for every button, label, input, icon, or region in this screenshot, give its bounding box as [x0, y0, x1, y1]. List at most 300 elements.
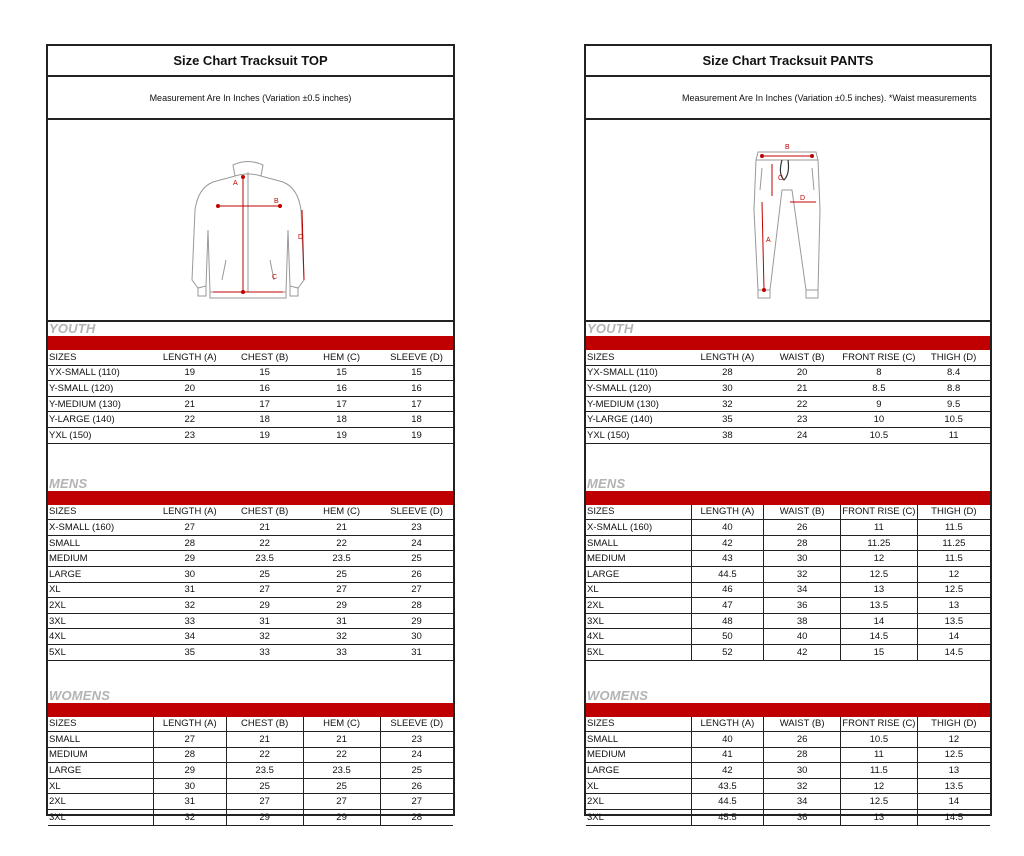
- measurement-cell: 44.5: [691, 794, 764, 810]
- measurement-cell: 32: [226, 629, 303, 645]
- measurement-cell: 30: [691, 381, 764, 397]
- measurement-cell: 25: [226, 778, 303, 794]
- column-header: LENGTH (A): [153, 505, 226, 520]
- measurement-cell: 17: [303, 396, 380, 412]
- measurement-cell: 36: [764, 810, 841, 826]
- measurement-cell: 31: [380, 644, 453, 660]
- size-cell: X-SMALL (160): [586, 520, 691, 536]
- measurement-cell: 20: [764, 365, 841, 381]
- measurement-cell: 29: [303, 598, 380, 614]
- measurement-cell: 17: [226, 396, 303, 412]
- measurement-cell: 25: [303, 778, 380, 794]
- measurement-cell: 34: [764, 794, 841, 810]
- measurement-cell: 33: [303, 644, 380, 660]
- top-mens-red-bar: [48, 491, 453, 505]
- measurement-cell: 29: [303, 810, 380, 826]
- top-chart-title: Size Chart Tracksuit TOP: [48, 46, 453, 77]
- top-mens-table: [48, 505, 453, 661]
- top-womens-table: [48, 717, 453, 826]
- table-row: [586, 778, 990, 794]
- measurement-cell: 44.5: [691, 566, 764, 582]
- measurement-cell: 12: [841, 551, 918, 567]
- table-row: [48, 381, 453, 397]
- top-womens-red-bar: [48, 703, 453, 717]
- table-header-row: [48, 717, 453, 732]
- pants-youth-label: YOUTH: [587, 321, 634, 336]
- measurement-cell: 24: [380, 747, 453, 763]
- column-header: CHEST (B): [226, 350, 303, 365]
- size-cell: XL: [48, 778, 153, 794]
- table-row: [586, 794, 990, 810]
- tracksuit-top-size-chart: [46, 44, 455, 823]
- table-row: [586, 763, 990, 779]
- measurement-cell: 45.5: [691, 810, 764, 826]
- table-row: [586, 381, 990, 397]
- measurement-cell: 9: [841, 396, 918, 412]
- column-header: SIZES: [48, 350, 153, 365]
- table-row: [48, 747, 453, 763]
- size-cell: YXL (150): [48, 427, 153, 443]
- measurement-cell: 22: [764, 396, 841, 412]
- pants-youth-table: [586, 350, 990, 444]
- table-row: [586, 520, 990, 536]
- table-row: [586, 629, 990, 645]
- measurement-cell: 13: [841, 582, 918, 598]
- measurement-cell: 24: [764, 427, 841, 443]
- top-womens-label: WOMENS: [49, 687, 111, 703]
- measurement-cell: 19: [380, 427, 453, 443]
- measurement-cell: 13.5: [917, 613, 990, 629]
- measurement-cell: 13.5: [841, 598, 918, 614]
- measurement-cell: 32: [303, 629, 380, 645]
- table-row: [48, 778, 453, 794]
- measurement-cell: 27: [226, 582, 303, 598]
- table-row: [48, 520, 453, 536]
- measurement-cell: 43.5: [691, 778, 764, 794]
- measurement-cell: 36: [764, 598, 841, 614]
- measurement-cell: 28: [153, 535, 226, 551]
- table-row: [48, 396, 453, 412]
- measurement-cell: 42: [764, 644, 841, 660]
- column-header: WAIST (B): [764, 350, 841, 365]
- table-header-row: [586, 350, 990, 365]
- measurement-cell: 30: [153, 778, 226, 794]
- size-cell: 4XL: [586, 629, 691, 645]
- table-row: [48, 794, 453, 810]
- pants-diagram: [586, 120, 990, 322]
- measurement-cell: 27: [380, 582, 453, 598]
- measurement-cell: 42: [691, 763, 764, 779]
- top-youth-red-bar: [48, 336, 453, 350]
- top-mens-label: MENS: [49, 475, 88, 491]
- measurement-cell: 15: [380, 365, 453, 381]
- column-header: SIZES: [586, 350, 691, 365]
- measurement-cell: 14.5: [917, 644, 990, 660]
- column-header: LENGTH (A): [153, 350, 226, 365]
- column-header: THIGH (D): [917, 717, 990, 732]
- table-row: [586, 365, 990, 381]
- measurement-cell: 14: [841, 613, 918, 629]
- measurement-cell: 19: [226, 427, 303, 443]
- measurement-cell: 32: [153, 598, 226, 614]
- measurement-cell: 8.4: [917, 365, 990, 381]
- column-header: SIZES: [586, 717, 691, 732]
- measurement-cell: 40: [691, 732, 764, 748]
- size-cell: YX-SMALL (110): [48, 365, 153, 381]
- measurement-cell: 26: [764, 520, 841, 536]
- measurement-cell: 29: [226, 598, 303, 614]
- measurement-cell: 35: [691, 412, 764, 428]
- size-cell: LARGE: [48, 566, 153, 582]
- measurement-cell: 25: [303, 566, 380, 582]
- table-header-row: [586, 717, 990, 732]
- pants-youth-red-bar: [586, 336, 990, 350]
- measurement-cell: 29: [226, 810, 303, 826]
- measurement-cell: 12: [917, 732, 990, 748]
- column-header: HEM (C): [303, 717, 380, 732]
- size-cell: Y-MEDIUM (130): [586, 396, 691, 412]
- size-cell: MEDIUM: [586, 551, 691, 567]
- measurement-cell: 47: [691, 598, 764, 614]
- measurement-cell: 35: [153, 644, 226, 660]
- measurement-cell: 29: [153, 763, 226, 779]
- measurement-cell: 27: [303, 794, 380, 810]
- size-cell: 3XL: [586, 613, 691, 629]
- measurement-cell: 13.5: [917, 778, 990, 794]
- measurement-cell: 15: [841, 644, 918, 660]
- measurement-cell: 23.5: [226, 551, 303, 567]
- measurement-cell: 11: [841, 747, 918, 763]
- size-cell: XL: [586, 582, 691, 598]
- measurement-cell: 29: [380, 613, 453, 629]
- measurement-cell: 30: [153, 566, 226, 582]
- table-row: [48, 535, 453, 551]
- column-header: SLEEVE (D): [380, 350, 453, 365]
- measurement-cell: 23.5: [226, 763, 303, 779]
- table-row: [586, 644, 990, 660]
- size-cell: XL: [586, 778, 691, 794]
- column-header: THIGH (D): [917, 505, 990, 520]
- column-header: SIZES: [48, 717, 153, 732]
- table-header-row: [48, 350, 453, 365]
- column-header: LENGTH (A): [691, 505, 764, 520]
- measurement-cell: 10.5: [841, 732, 918, 748]
- measurement-cell: 11: [841, 520, 918, 536]
- measurement-cell: 34: [764, 582, 841, 598]
- size-cell: LARGE: [586, 566, 691, 582]
- table-row: [48, 629, 453, 645]
- table-row: [48, 365, 453, 381]
- table-row: [586, 566, 990, 582]
- measurement-cell: 31: [153, 794, 226, 810]
- size-cell: SMALL: [48, 732, 153, 748]
- size-cell: SMALL: [586, 535, 691, 551]
- measurement-cell: 12.5: [841, 566, 918, 582]
- measurement-cell: 28: [153, 747, 226, 763]
- measurement-cell: 33: [153, 613, 226, 629]
- measurement-cell: 28: [380, 810, 453, 826]
- measurement-cell: 25: [226, 566, 303, 582]
- measurement-cell: 42: [691, 535, 764, 551]
- size-cell: SMALL: [586, 732, 691, 748]
- measurement-cell: 10.5: [841, 427, 918, 443]
- pants-label-a: A: [766, 237, 771, 244]
- pants-mens-red-bar: [586, 491, 990, 505]
- measurement-cell: 16: [226, 381, 303, 397]
- size-cell: LARGE: [48, 763, 153, 779]
- measurement-cell: 12: [917, 566, 990, 582]
- table-header-row: [48, 505, 453, 520]
- top-youth-table: [48, 350, 453, 444]
- size-cell: YX-SMALL (110): [586, 365, 691, 381]
- measurement-cell: 13: [917, 598, 990, 614]
- measurement-cell: 16: [380, 381, 453, 397]
- column-header: SLEEVE (D): [380, 717, 453, 732]
- measurement-cell: 46: [691, 582, 764, 598]
- table-row: [586, 732, 990, 748]
- measurement-cell: 29: [153, 551, 226, 567]
- measurement-cell: 26: [380, 778, 453, 794]
- table-row: [48, 763, 453, 779]
- size-cell: 2XL: [586, 598, 691, 614]
- size-cell: 3XL: [48, 810, 153, 826]
- measurement-cell: 43: [691, 551, 764, 567]
- measurement-cell: 32: [691, 396, 764, 412]
- measurement-cell: 14: [917, 629, 990, 645]
- pants-illustration: [586, 120, 990, 320]
- jacket-label-c: C: [272, 274, 278, 281]
- measurement-cell: 22: [303, 535, 380, 551]
- size-cell: XL: [48, 582, 153, 598]
- jacket-label-a: A: [233, 180, 238, 187]
- table-row: [48, 810, 453, 826]
- table-row: [48, 412, 453, 428]
- table-row: [586, 613, 990, 629]
- table-row: [586, 427, 990, 443]
- table-row: [586, 598, 990, 614]
- pants-chart-subtitle: Measurement Are In Inches (Variation ±0.5 inches). *Waist measurements: [586, 77, 990, 120]
- column-header: WAIST (B): [764, 505, 841, 520]
- size-cell: 2XL: [48, 794, 153, 810]
- measurement-cell: 14.5: [841, 629, 918, 645]
- column-header: THIGH (D): [917, 350, 990, 365]
- measurement-cell: 27: [153, 520, 226, 536]
- measurement-cell: 12: [841, 778, 918, 794]
- measurement-cell: 23.5: [303, 763, 380, 779]
- pants-mens-label: MENS: [587, 475, 626, 491]
- column-header: HEM (C): [303, 505, 380, 520]
- measurement-cell: 11: [917, 427, 990, 443]
- table-row: [586, 582, 990, 598]
- size-cell: SMALL: [48, 535, 153, 551]
- measurement-cell: 10: [841, 412, 918, 428]
- measurement-cell: 28: [691, 365, 764, 381]
- measurement-cell: 13: [841, 810, 918, 826]
- size-cell: LARGE: [586, 763, 691, 779]
- measurement-cell: 27: [303, 582, 380, 598]
- size-cell: Y-SMALL (120): [586, 381, 691, 397]
- table-row: [48, 566, 453, 582]
- measurement-cell: 52: [691, 644, 764, 660]
- measurement-cell: 28: [764, 535, 841, 551]
- jacket-diagram: [48, 120, 453, 322]
- size-cell: Y-SMALL (120): [48, 381, 153, 397]
- pants-label-c: C: [778, 175, 784, 182]
- column-header: HEM (C): [303, 350, 380, 365]
- size-cell: 3XL: [586, 810, 691, 826]
- measurement-cell: 18: [380, 412, 453, 428]
- measurement-cell: 32: [764, 778, 841, 794]
- top-chart-subtitle: Measurement Are In Inches (Variation ±0.5 inches): [48, 77, 453, 120]
- size-cell: 2XL: [48, 598, 153, 614]
- size-cell: 2XL: [586, 794, 691, 810]
- measurement-cell: 23: [764, 412, 841, 428]
- measurement-cell: 15: [303, 365, 380, 381]
- size-cell: MEDIUM: [48, 551, 153, 567]
- measurement-cell: 21: [226, 520, 303, 536]
- measurement-cell: 27: [226, 794, 303, 810]
- measurement-cell: 41: [691, 747, 764, 763]
- measurement-cell: 26: [380, 566, 453, 582]
- size-cell: YXL (150): [586, 427, 691, 443]
- jacket-label-d: D: [298, 234, 304, 241]
- pants-womens-table: [586, 717, 990, 826]
- measurement-cell: 11.25: [841, 535, 918, 551]
- measurement-cell: 27: [153, 732, 226, 748]
- size-cell: 5XL: [586, 644, 691, 660]
- measurement-cell: 22: [226, 535, 303, 551]
- measurement-cell: 9.5: [917, 396, 990, 412]
- measurement-cell: 31: [153, 582, 226, 598]
- jacket-label-b: B: [274, 198, 279, 205]
- measurement-cell: 23: [380, 520, 453, 536]
- measurement-cell: 24: [380, 535, 453, 551]
- column-header: CHEST (B): [226, 505, 303, 520]
- column-header: FRONT RISE (C): [841, 505, 918, 520]
- measurement-cell: 32: [764, 566, 841, 582]
- measurement-cell: 14: [917, 794, 990, 810]
- measurement-cell: 11.25: [917, 535, 990, 551]
- size-cell: Y-MEDIUM (130): [48, 396, 153, 412]
- measurement-cell: 22: [303, 747, 380, 763]
- measurement-cell: 38: [764, 613, 841, 629]
- measurement-cell: 19: [153, 365, 226, 381]
- measurement-cell: 21: [764, 381, 841, 397]
- pants-womens-red-bar: [586, 703, 990, 717]
- column-header: LENGTH (A): [691, 350, 764, 365]
- measurement-cell: 40: [764, 629, 841, 645]
- measurement-cell: 16: [303, 381, 380, 397]
- measurement-cell: 26: [764, 732, 841, 748]
- measurement-cell: 13: [917, 763, 990, 779]
- measurement-cell: 23.5: [303, 551, 380, 567]
- measurement-cell: 31: [303, 613, 380, 629]
- measurement-cell: 18: [226, 412, 303, 428]
- measurement-cell: 19: [303, 427, 380, 443]
- column-header: CHEST (B): [226, 717, 303, 732]
- measurement-cell: 50: [691, 629, 764, 645]
- measurement-cell: 17: [380, 396, 453, 412]
- table-row: [586, 396, 990, 412]
- size-cell: Y-LARGE (140): [586, 412, 691, 428]
- column-header: SIZES: [48, 505, 153, 520]
- measurement-cell: 30: [764, 551, 841, 567]
- column-header: FRONT RISE (C): [841, 350, 918, 365]
- table-row: [48, 613, 453, 629]
- measurement-cell: 10.5: [917, 412, 990, 428]
- column-header: LENGTH (A): [153, 717, 226, 732]
- measurement-cell: 21: [226, 732, 303, 748]
- size-cell: MEDIUM: [586, 747, 691, 763]
- measurement-cell: 22: [226, 747, 303, 763]
- measurement-cell: 28: [764, 747, 841, 763]
- measurement-cell: 14.5: [917, 810, 990, 826]
- measurement-cell: 8.5: [841, 381, 918, 397]
- table-row: [48, 427, 453, 443]
- size-cell: 5XL: [48, 644, 153, 660]
- size-cell: 3XL: [48, 613, 153, 629]
- top-youth-label: YOUTH: [49, 321, 96, 336]
- pants-mens-table: [586, 505, 990, 661]
- measurement-cell: 11.5: [917, 520, 990, 536]
- pants-label-d: D: [800, 195, 806, 202]
- measurement-cell: 25: [380, 551, 453, 567]
- pants-womens-label: WOMENS: [587, 687, 649, 703]
- measurement-cell: 12.5: [917, 582, 990, 598]
- size-cell: Y-LARGE (140): [48, 412, 153, 428]
- measurement-cell: 28: [380, 598, 453, 614]
- measurement-cell: 21: [303, 520, 380, 536]
- size-cell: X-SMALL (160): [48, 520, 153, 536]
- table-row: [48, 598, 453, 614]
- measurement-cell: 8.8: [917, 381, 990, 397]
- measurement-cell: 18: [303, 412, 380, 428]
- table-row: [586, 412, 990, 428]
- measurement-cell: 21: [153, 396, 226, 412]
- measurement-cell: 34: [153, 629, 226, 645]
- measurement-cell: 11.5: [917, 551, 990, 567]
- table-row: [48, 644, 453, 660]
- column-header: WAIST (B): [764, 717, 841, 732]
- table-header-row: [586, 505, 990, 520]
- measurement-cell: 12.5: [917, 747, 990, 763]
- measurement-cell: 27: [380, 794, 453, 810]
- measurement-cell: 31: [226, 613, 303, 629]
- measurement-cell: 30: [764, 763, 841, 779]
- table-row: [586, 747, 990, 763]
- table-row: [48, 582, 453, 598]
- measurement-cell: 33: [226, 644, 303, 660]
- measurement-cell: 38: [691, 427, 764, 443]
- measurement-cell: 40: [691, 520, 764, 536]
- measurement-cell: 12.5: [841, 794, 918, 810]
- pants-chart-title: Size Chart Tracksuit PANTS: [586, 46, 990, 77]
- jacket-illustration: [48, 120, 453, 320]
- measurement-cell: 15: [226, 365, 303, 381]
- column-header: SLEEVE (D): [380, 505, 453, 520]
- pants-label-b: B: [785, 144, 790, 151]
- column-header: SIZES: [586, 505, 691, 520]
- size-cell: 4XL: [48, 629, 153, 645]
- measurement-cell: 48: [691, 613, 764, 629]
- column-header: LENGTH (A): [691, 717, 764, 732]
- size-cell: MEDIUM: [48, 747, 153, 763]
- table-row: [586, 810, 990, 826]
- tracksuit-pants-size-chart: [584, 44, 992, 823]
- table-row: [586, 535, 990, 551]
- measurement-cell: 21: [303, 732, 380, 748]
- table-row: [586, 551, 990, 567]
